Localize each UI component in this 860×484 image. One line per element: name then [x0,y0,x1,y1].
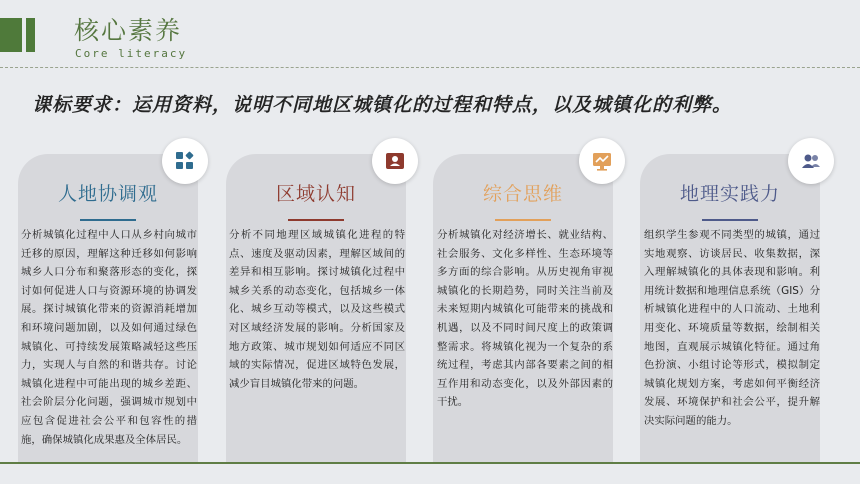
card-title: 地理实践力 [679,183,780,205]
header-accent-bar-thin [26,18,35,52]
curriculum-requirement: 课标要求：运用资料，说明不同地区城镇化的过程和特点，以及城镇化的利弊。 [32,94,733,116]
page-subtitle: Core literacy [75,47,188,60]
card-title-underline [80,219,136,221]
card-title: 综合思维 [482,183,563,205]
person-card-icon [372,138,418,184]
page-title: 核心素养 [74,16,183,45]
card-title-underline [702,219,758,221]
card-body: 分析城镇化过程中人口从乡村向城市迁移的原因，理解这种迁移如何影响城乡人口分布和聚落形态的变化，探讨如何促进人口与资源环境的协调发展。探讨城镇化带来的资源消耗增加和环境问题加剧，以及如何通过绿色城镇化、可持续发展策略减轻这些压力，实现人与自然的和谐共存。讨论城镇化进程中可能出现的城乡差距、社会阶层分化问题，强调城市规划中应包含促进社会公平和包容性的措施，确保城镇化成果惠及全体居民。 [21,229,197,446]
header-accent-bar [0,18,22,52]
card-title-underline [495,219,551,221]
card-body: 组织学生参观不同类型的城镇，通过实地观察、访谈居民、收集数据，深入理解城镇化的具体表现和影响。利用统计数据和地理信息系统（GIS）分析城镇化进程中的人口流动、土地利用变化、环境质量等数据，绘制相关地图，直观展示城镇化特征。通过角色扮演、小组讨论等形式，模拟制定城镇化规划方案，考虑如何平衡经济发展、环境保护和社会公平，提升解决实际问题的能力。 [644,229,820,427]
header-divider [0,67,860,68]
card-title: 区域认知 [275,183,356,205]
people-icon [788,138,834,184]
chart-monitor-icon [579,138,625,184]
card-title-underline [288,219,344,221]
card-body: 分析不同地理区域城镇化进程的特点、速度及驱动因素，理解区域间的差异和相互影响。探讨城镇化过程中城乡关系的动态变化，包括城乡一体化、城乡互动等模式，以及这些模式对区域经济发展的影响。分析国家及地方政策、城市规划如何适应不同区域的实际情况，促进区域特色发展，减少盲目城镇化带来的问题。 [229,229,405,390]
bottom-divider [0,462,860,464]
grid-gear-icon [162,138,208,184]
card-title: 人地协调观 [57,183,158,205]
card-body: 分析城镇化对经济增长、就业结构、社会服务、文化多样性、生态环境等多方面的综合影响。从历史视角审视城镇化的长期趋势，同时关注当前及未来短期内城镇化可能带来的挑战和机遇，以及不同时间尺度上的政策调整需求。将城镇化视为一个复杂的系统过程，考虑其内部各要素之间的相互作用和动态变化，以及外部因素的干扰。 [437,229,613,409]
